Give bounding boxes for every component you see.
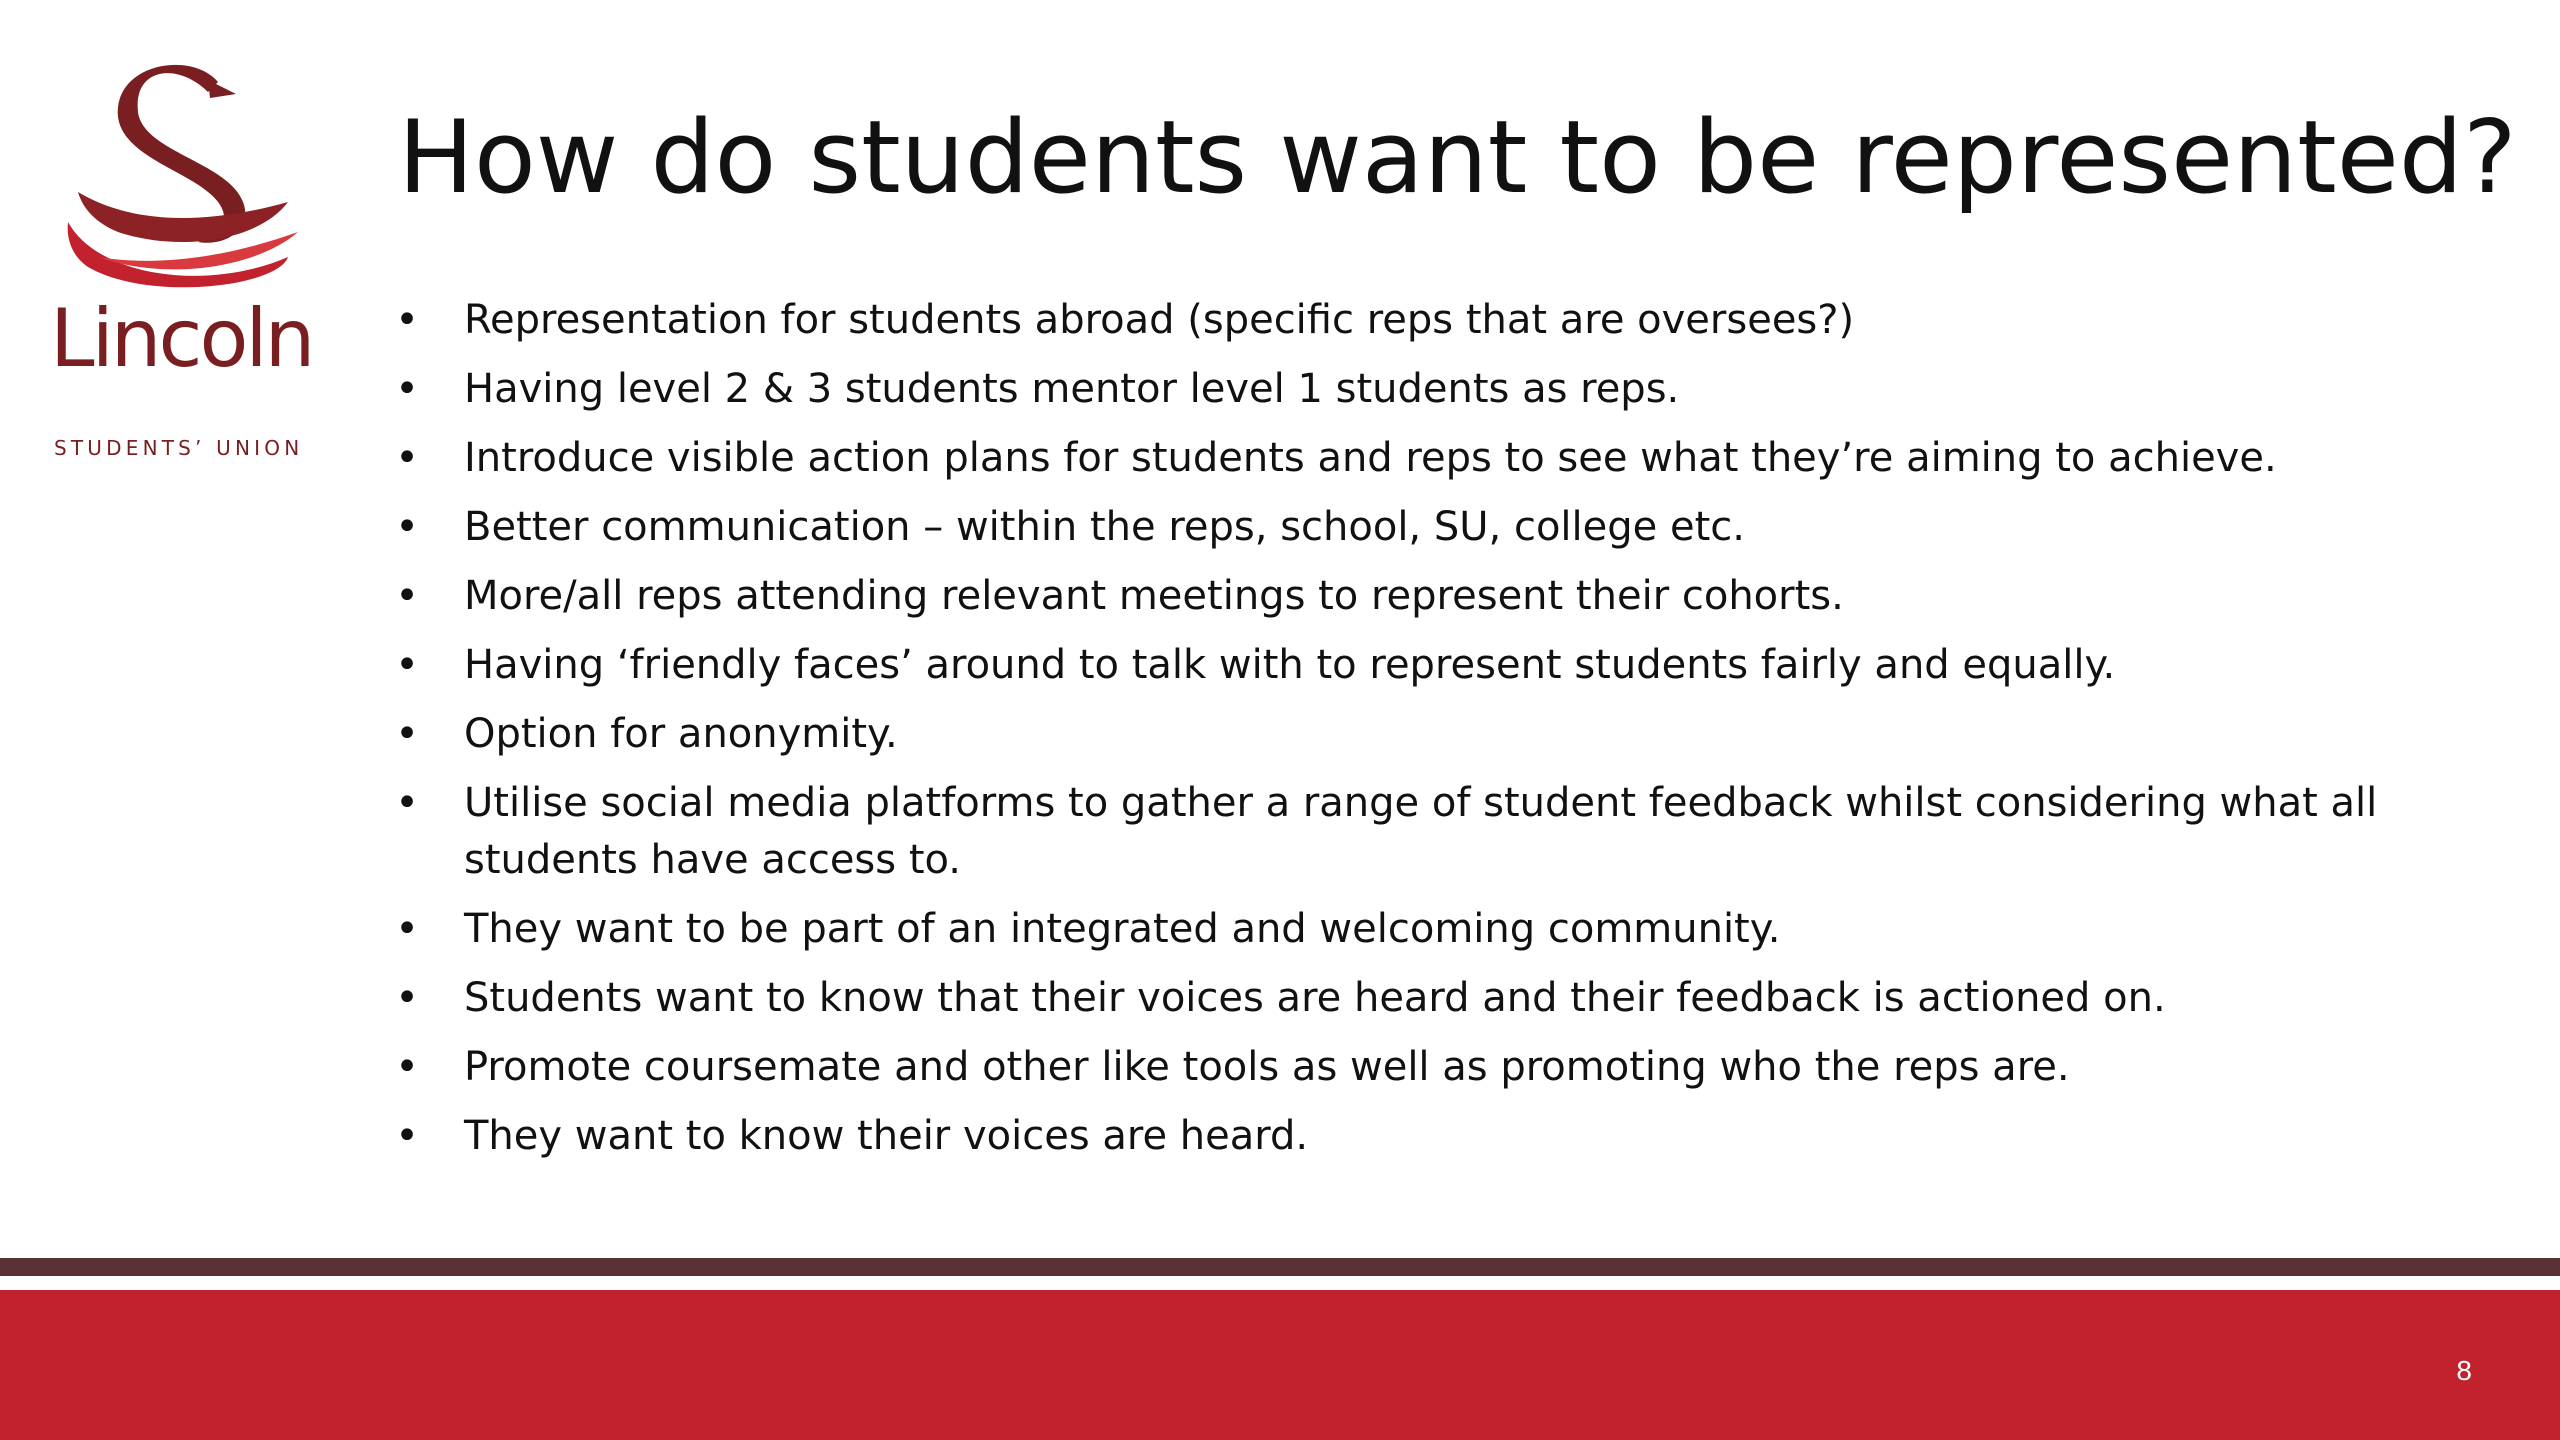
bullet-item xyxy=(380,775,2380,889)
bullet-dot: • xyxy=(395,573,419,619)
logo-subtitle: STUDENTS’ UNION xyxy=(54,436,304,460)
bullet-dot: • xyxy=(395,1044,419,1090)
footer-bar xyxy=(0,1290,2560,1440)
bullet-list xyxy=(380,292,2380,1177)
bullet-dot: • xyxy=(395,642,419,688)
bullet-text: Promote coursemate and other like tools as well as promoting who the reps are. xyxy=(464,1044,2070,1090)
bullet-text: Having ‘friendly faces’ around to talk with to represent students fairly and equally. xyxy=(464,642,2116,688)
page-number: 8 xyxy=(2456,1355,2472,1386)
lincoln-su-logo xyxy=(50,52,320,460)
bullet-dot: • xyxy=(395,906,419,952)
bullet-text: Better communication – within the reps, school, SU, college etc. xyxy=(464,504,1745,550)
bullet-text: They want to be part of an integrated and welcoming community. xyxy=(464,906,1781,952)
bullet-text: Introduce visible action plans for students and reps to see what they’re aiming to achieve. xyxy=(464,435,2277,481)
bullet-text: Having level 2 & 3 students mentor level 1 students as reps. xyxy=(464,366,1680,412)
bullet-dot: • xyxy=(395,780,419,826)
bullet-item xyxy=(380,901,2380,958)
bullet-item xyxy=(380,499,2380,556)
swan-icon xyxy=(58,52,318,292)
bullet-dot: • xyxy=(395,504,419,550)
bullet-text: Option for anonymity. xyxy=(464,711,898,757)
bullet-text: They want to know their voices are heard. xyxy=(464,1113,1309,1159)
bullet-item xyxy=(380,361,2380,418)
bullet-item xyxy=(380,430,2380,487)
bullet-dot: • xyxy=(395,975,419,1021)
bullet-dot: • xyxy=(395,297,419,343)
slide-title: How do students want to be represented? xyxy=(398,98,2517,216)
bullet-item xyxy=(380,706,2380,763)
logo-wordmark: Lincoln xyxy=(50,292,313,385)
bullet-item xyxy=(380,1108,2380,1165)
bullet-dot: • xyxy=(395,711,419,757)
bullet-item xyxy=(380,1039,2380,1096)
bullet-item xyxy=(380,970,2380,1027)
bullet-item xyxy=(380,637,2380,694)
bullet-text: More/all reps attending relevant meetings to represent their cohorts. xyxy=(464,573,1844,619)
bullet-dot: • xyxy=(395,1113,419,1159)
bullet-text: Representation for students abroad (specific reps that are oversees?) xyxy=(464,297,1855,343)
bullet-item xyxy=(380,568,2380,625)
bullet-dot: • xyxy=(395,435,419,481)
bullet-text: Utilise social media platforms to gather a range of student feedback whilst considering what all students have access to. xyxy=(464,780,2378,883)
bullet-text: Students want to know that their voices are heard and their feedback is actioned on. xyxy=(464,975,2166,1021)
bullet-item xyxy=(380,292,2380,349)
footer-divider xyxy=(0,1258,2560,1276)
bullet-dot: • xyxy=(395,366,419,412)
